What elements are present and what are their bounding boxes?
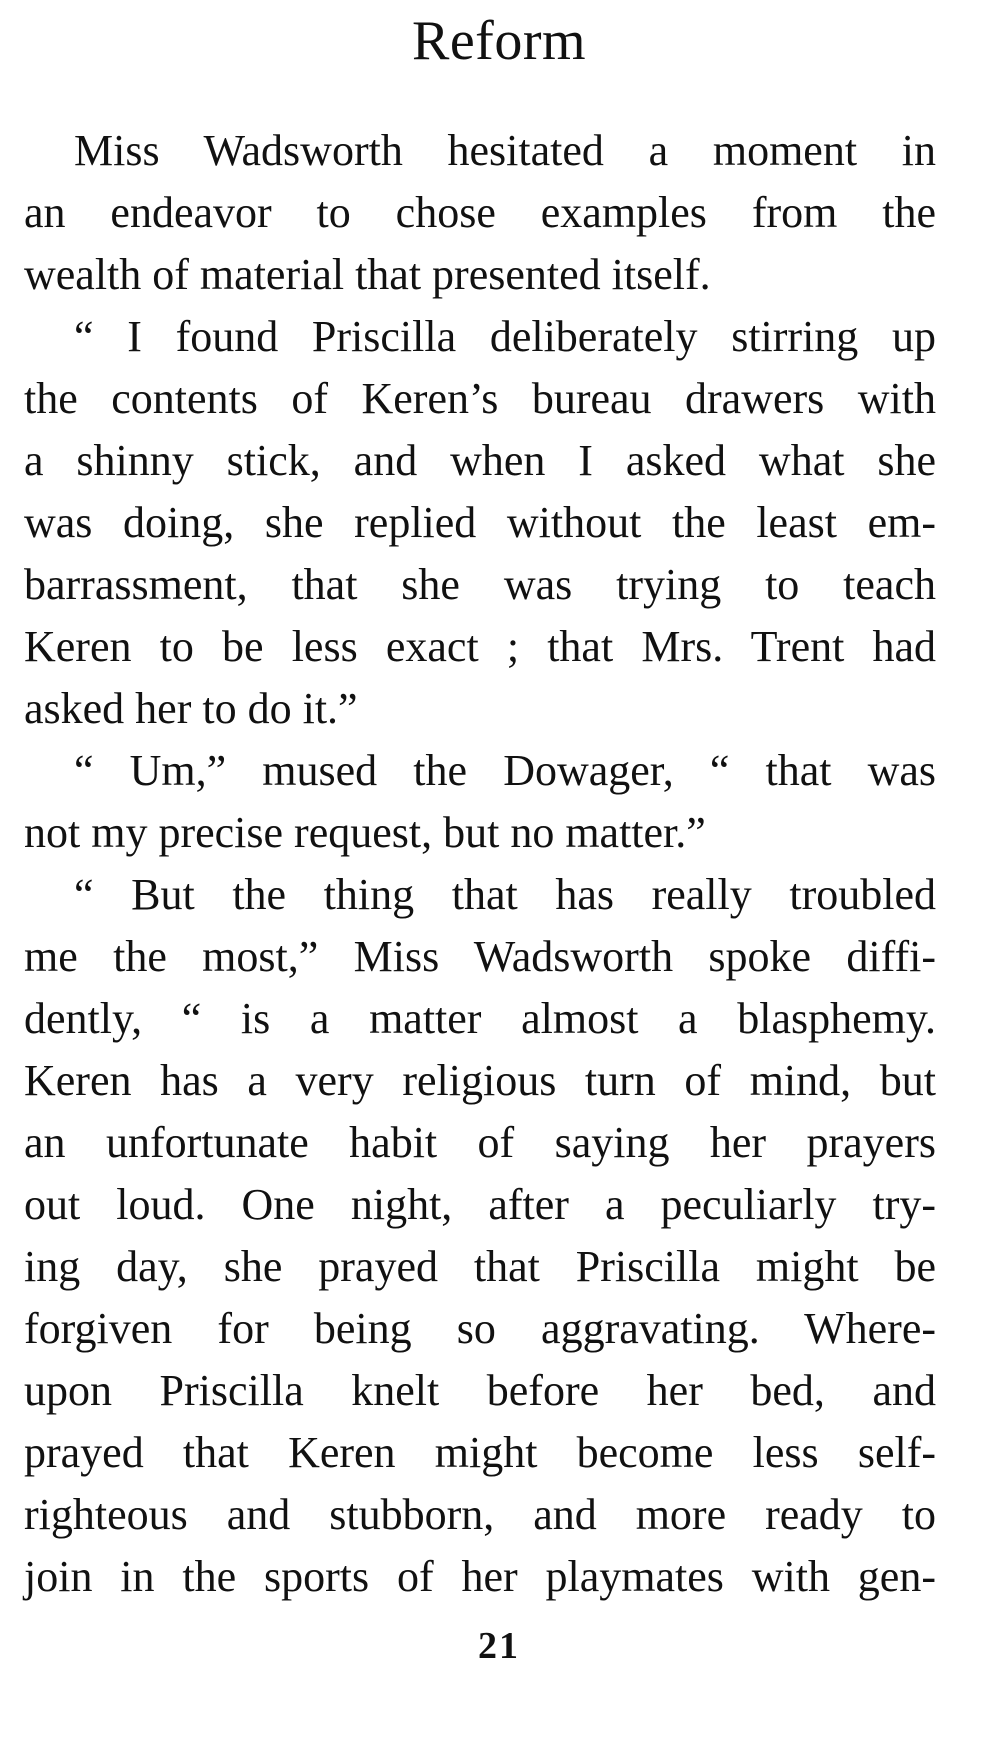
text-line: an endeavor to chose examples from the xyxy=(24,188,936,237)
text-line: an unfortunate habit of saying her prayers xyxy=(24,1118,936,1167)
text-line: Keren to be less exact ; that Mrs. Trent had xyxy=(24,622,936,671)
text-line: not my precise request, but no matter.” xyxy=(24,808,706,857)
text-line: asked her to do it.” xyxy=(24,684,358,733)
text-line: Miss Wadsworth hesitated a moment in xyxy=(74,126,936,175)
paragraph xyxy=(24,740,936,864)
text-line: “ I found Priscilla deliberately stirring up xyxy=(74,312,936,361)
text-line: upon Priscilla knelt before her bed, and xyxy=(24,1366,936,1415)
text-line: righteous and stubborn, and more ready to xyxy=(24,1490,936,1539)
text-line: “ Um,” mused the Dowager, “ that was xyxy=(74,746,936,795)
paragraph xyxy=(24,306,936,740)
paragraph xyxy=(24,864,936,1608)
text-line: out loud. One night, after a peculiarly try- xyxy=(24,1180,936,1229)
text-line: the contents of Keren’s bureau drawers with xyxy=(24,374,936,423)
text-line: join in the sports of her playmates with gen- xyxy=(24,1552,936,1601)
text-line: Keren has a very religious turn of mind, but xyxy=(24,1056,936,1105)
text-line: wealth of material that presented itself. xyxy=(24,250,711,299)
page-number: 21 xyxy=(478,1625,520,1667)
text-line: barrassment, that she was trying to teach xyxy=(24,560,936,609)
text-line: dently, “ is a matter almost a blasphemy. xyxy=(24,994,936,1043)
text-line: prayed that Keren might become less self- xyxy=(24,1428,936,1477)
text-line: “ But the thing that has really troubled xyxy=(74,870,936,919)
text-line: me the most,” Miss Wadsworth spoke diffi- xyxy=(24,932,936,981)
paragraph xyxy=(24,120,936,306)
text-line: a shinny stick, and when I asked what she xyxy=(24,436,936,485)
text-line: forgiven for being so aggravating. Where- xyxy=(24,1304,936,1353)
text-line: ing day, she prayed that Priscilla might be xyxy=(24,1242,936,1291)
text-line: was doing, she replied without the least em- xyxy=(24,498,936,547)
body-text xyxy=(24,120,936,1608)
running-head: Reform xyxy=(411,10,587,72)
